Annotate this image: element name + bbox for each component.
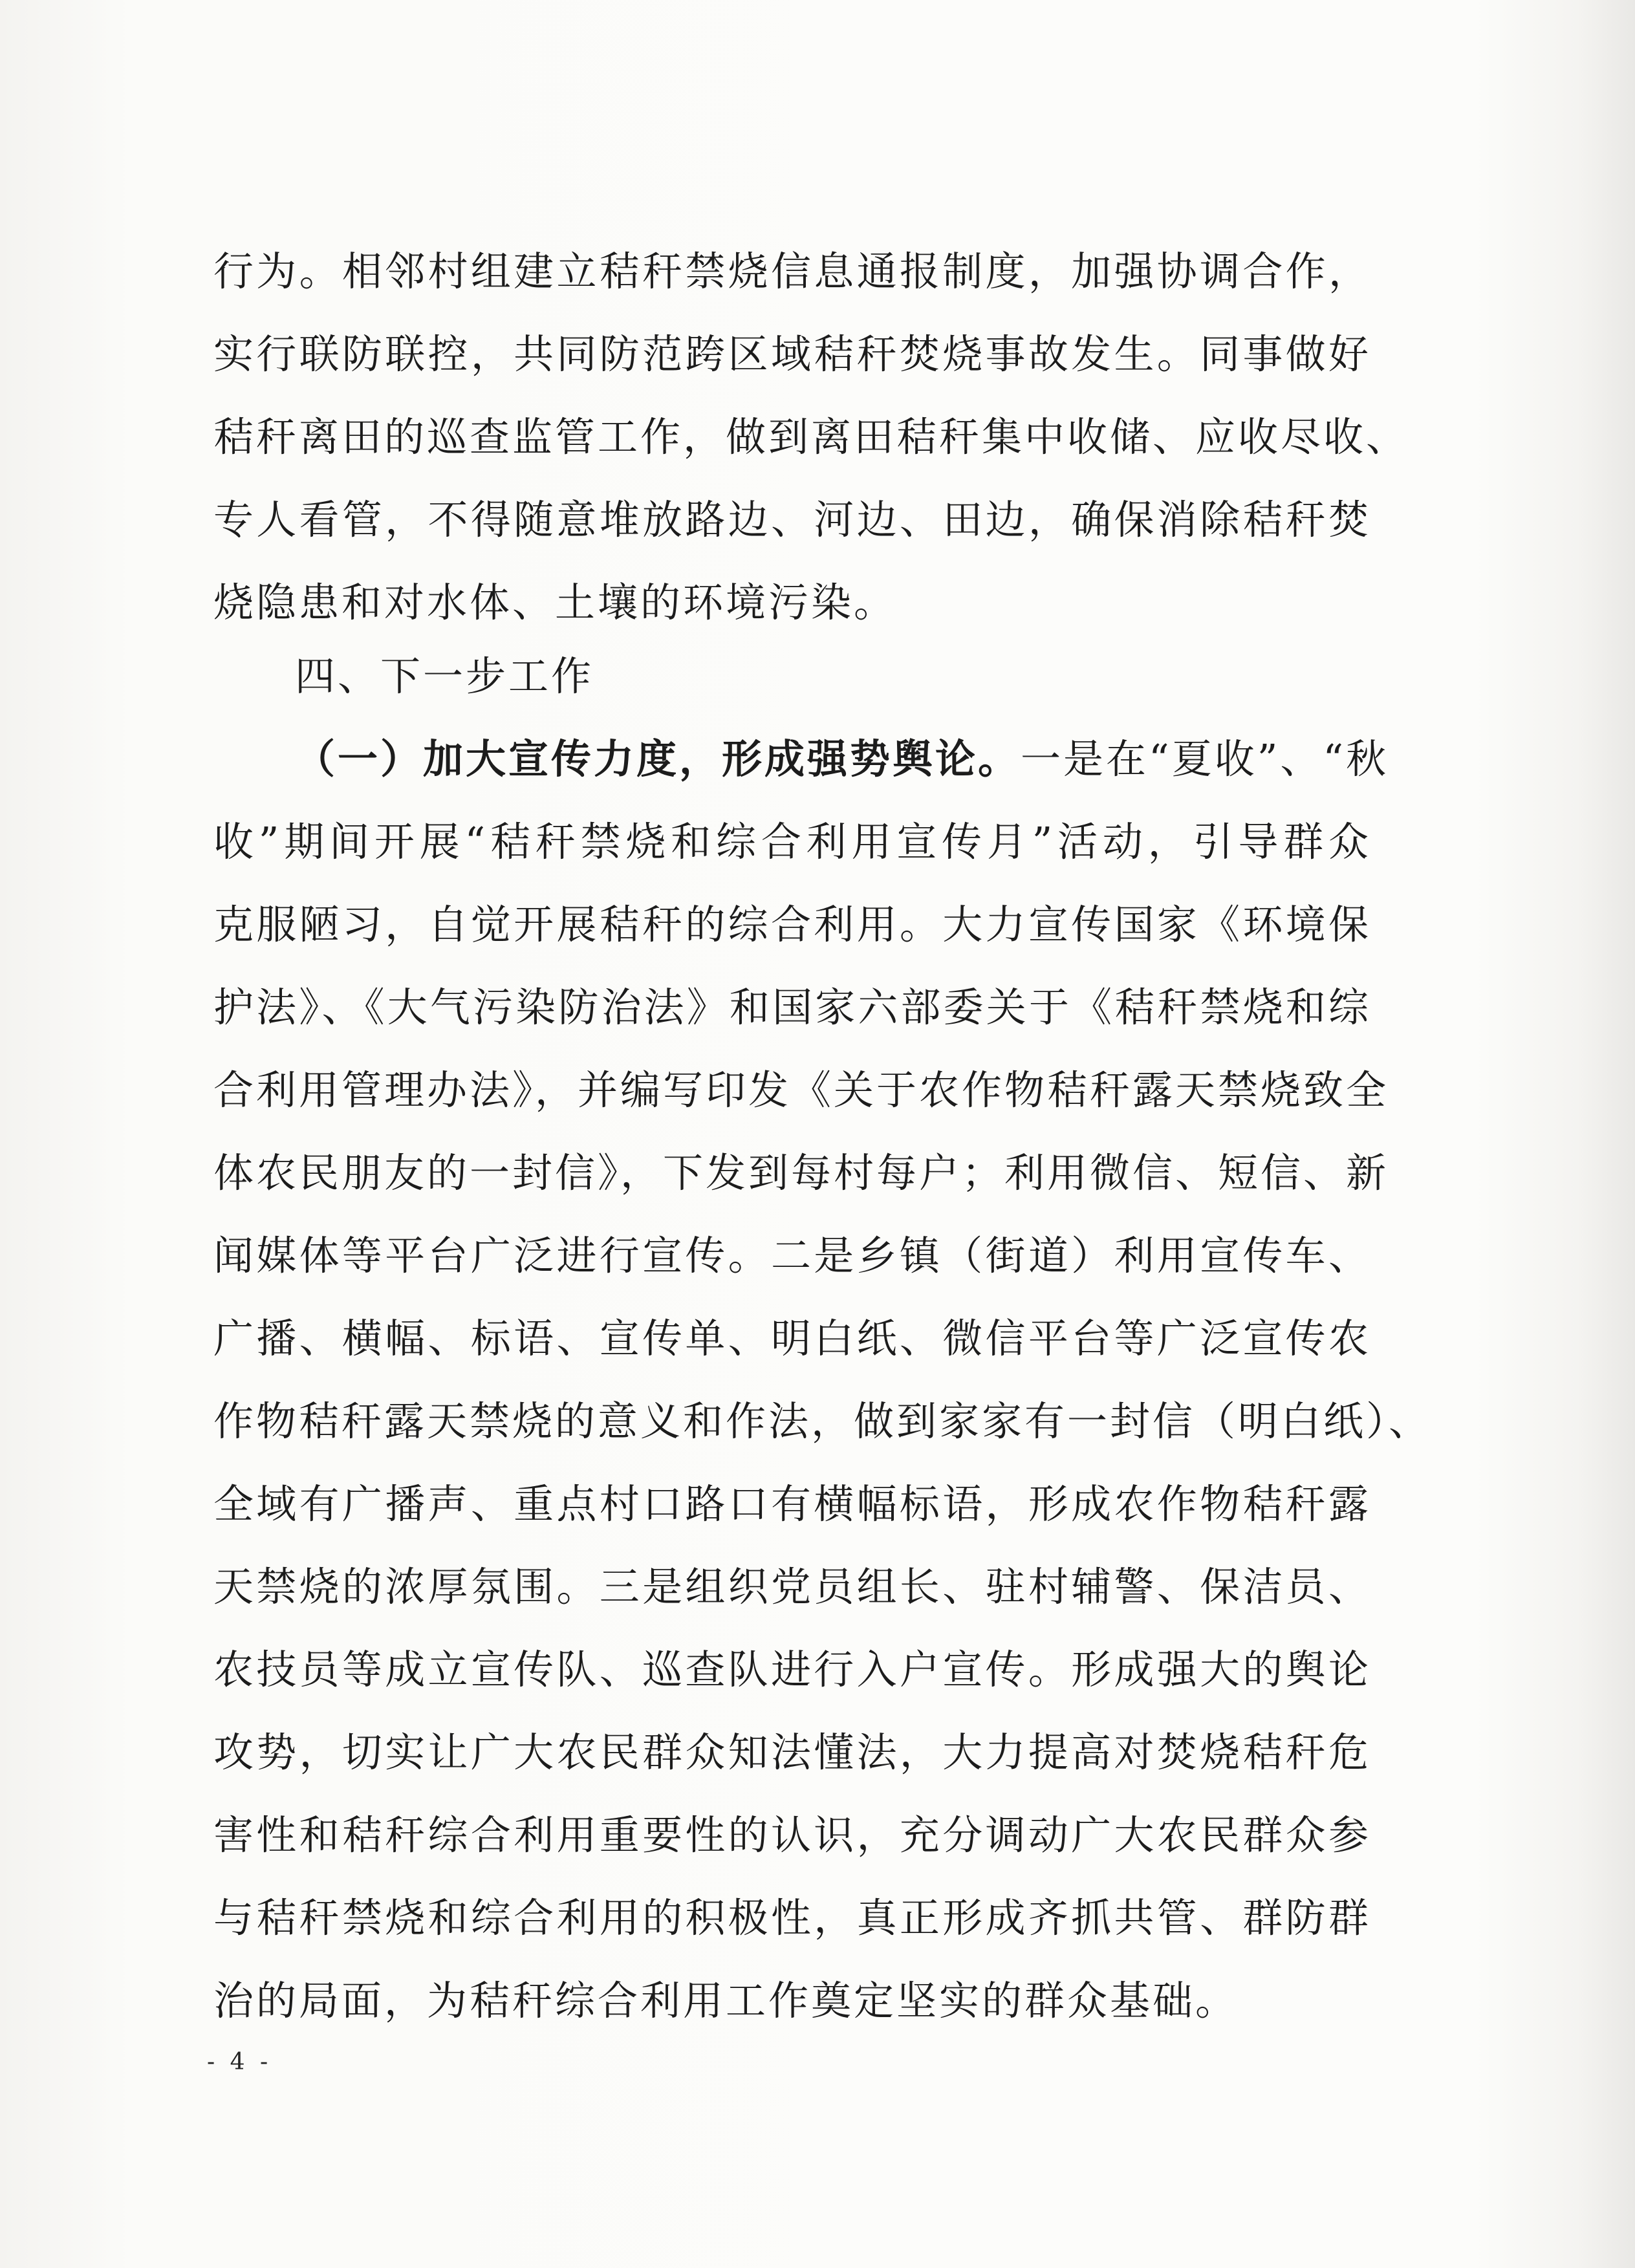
- body-line: 农技员等成立宣传队、巡查队进行入户宣传。形成强大的舆论: [213, 1646, 1371, 1693]
- body-line: 治的局面，为秸秆综合利用工作奠定坚实的群众基础。: [213, 1977, 1239, 2024]
- subsection-title: （一）加大宣传力度，形成强势舆论。: [295, 735, 1021, 783]
- body-line: 天禁烧的浓厚氛围。三是组织党员组长、驻村辅警、保洁员、: [213, 1563, 1371, 1610]
- body-line: 体农民朋友的一封信》，下发到每村每户；利用微信、短信、新: [213, 1149, 1389, 1196]
- body-line: 全域有广播声、重点村口路口有横幅标语，形成农作物秸秆露: [213, 1480, 1371, 1528]
- body-line: 收”期间开展“秸秆禁烧和综合利用宣传月”活动，引导群众: [213, 818, 1371, 865]
- body-line: 烧隐患和对水体、土壤的环境污染。: [213, 579, 897, 626]
- page-number: - 4 -: [207, 2049, 272, 2075]
- body-line: 广播、横幅、标语、宣传单、明白纸、微信平台等广泛宣传农: [213, 1315, 1371, 1362]
- subsection-first-line: [295, 733, 1389, 785]
- body-line: 攻势，切实让广大农民群众知法懂法，大力提高对焚烧秸秆危: [213, 1729, 1371, 1776]
- body-line: 秸秆离田的巡查监管工作，做到离田秸秆集中收储、应收尽收、: [213, 413, 1409, 460]
- body-line: 作物秸秆露天禁烧的意义和作法，做到家家有一封信（明白纸）、: [213, 1398, 1432, 1445]
- body-line: 害性和秸秆综合利用重要性的认识，充分调动广大农民群众参: [213, 1811, 1371, 1859]
- body-line: 实行联防联控，共同防范跨区域秸秆焚烧事故发生。同事做好: [213, 330, 1371, 378]
- subsection-first-line-text: 一是在“夏收”、“秋: [1021, 735, 1389, 783]
- body-line: 闻媒体等平台广泛进行宣传。二是乡镇（街道）利用宣传车、: [213, 1232, 1371, 1279]
- body-line: 与秸秆禁烧和综合利用的积极性，真正形成齐抓共管、群防群: [213, 1894, 1371, 1941]
- body-line: 专人看管，不得随意堆放路边、河边、田边，确保消除秸秆焚: [213, 496, 1371, 543]
- body-line: 合利用管理办法》，并编写印发《关于农作物秸秆露天禁烧致全: [213, 1066, 1389, 1114]
- body-line: 行为。相邻村组建立秸秆禁烧信息通报制度，加强协调合作，: [213, 248, 1371, 295]
- section-heading: 四、下一步工作: [295, 653, 594, 700]
- scan-edge-shadow: [1577, 0, 1635, 2268]
- body-line: 护法》、《大气污染防治法》和国家六部委关于《秸秆禁烧和综: [213, 984, 1371, 1031]
- body-line: 克服陋习，自觉开展秸秆的综合利用。大力宣传国家《环境保: [213, 901, 1371, 948]
